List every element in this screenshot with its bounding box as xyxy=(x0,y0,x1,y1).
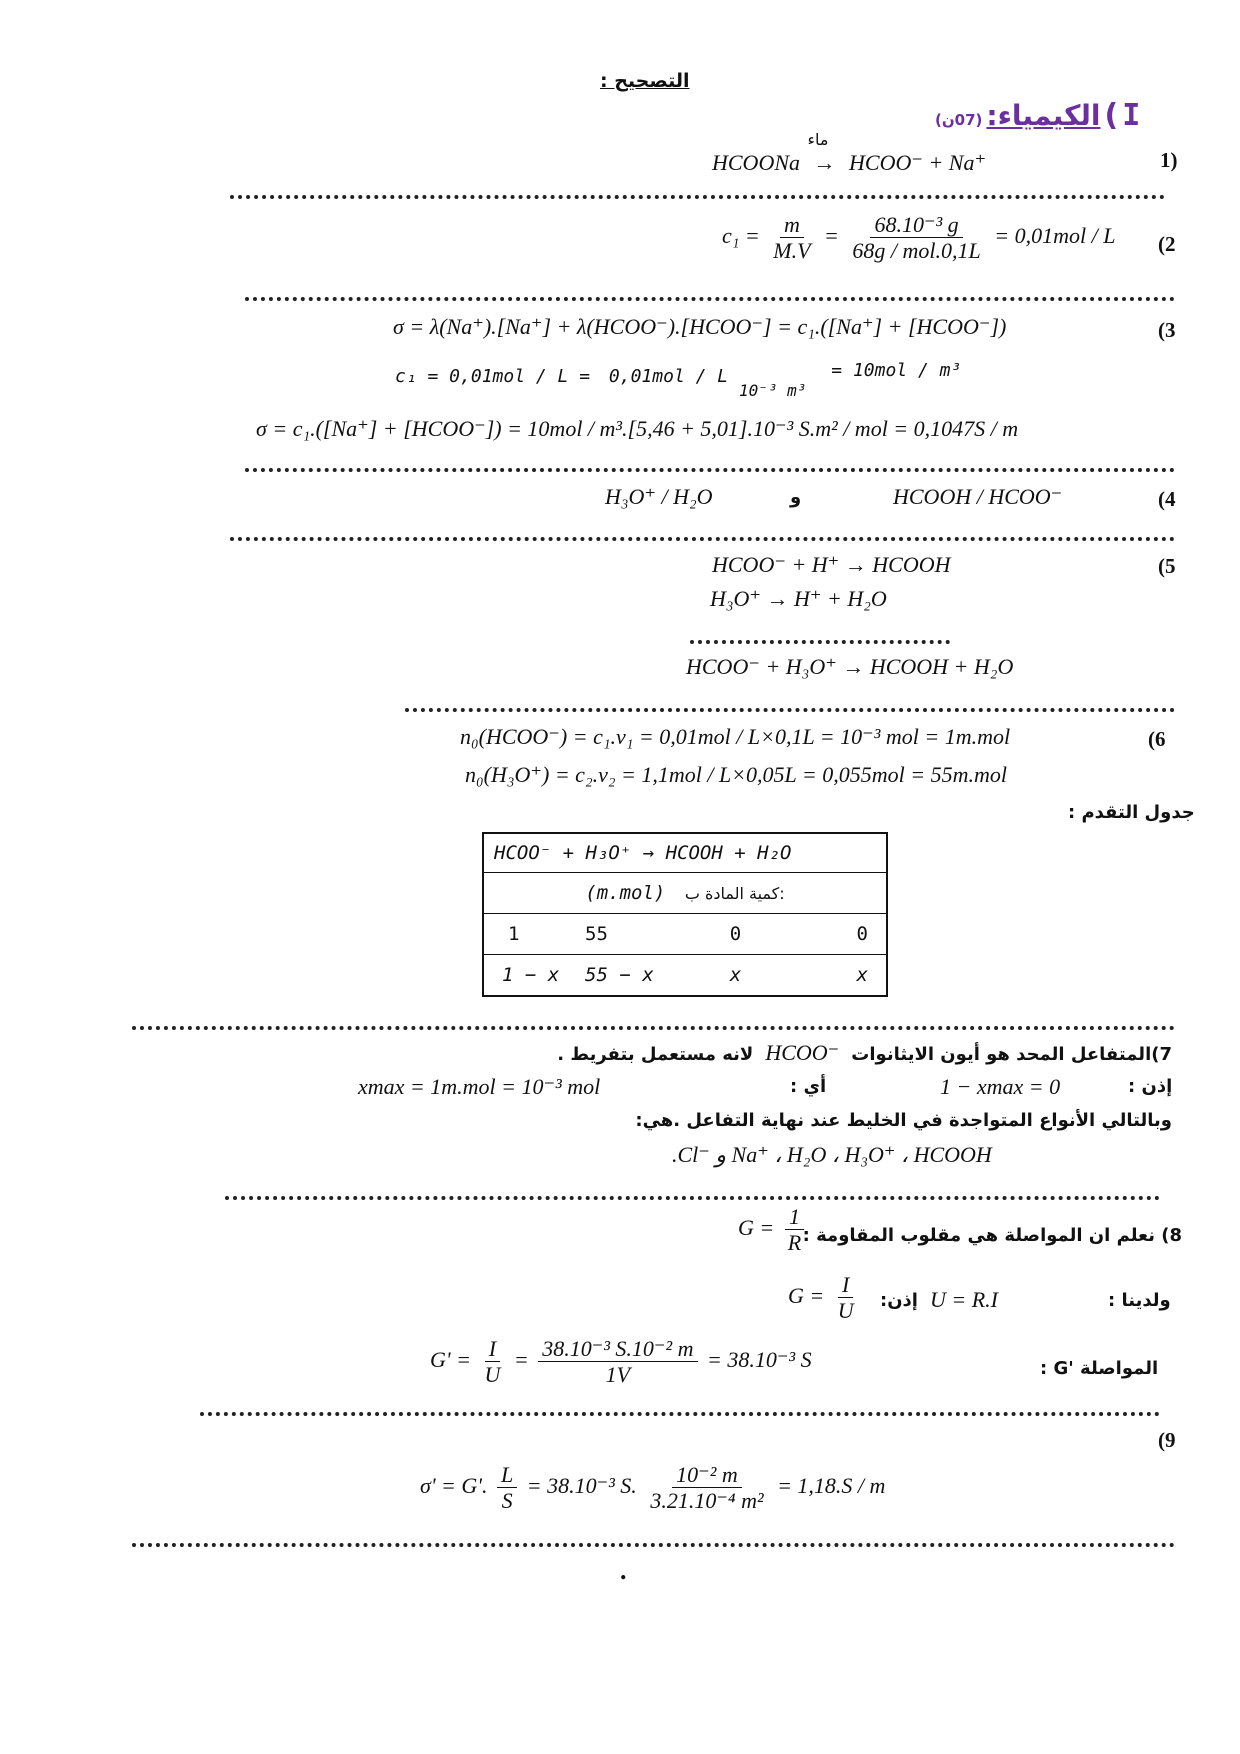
q7-line4: .Cl⁻ و Na⁺ ، H₂O ، H₃O⁺ ، HCOOH xyxy=(672,1142,992,1167)
q2-rhs: = 0,01mol / L xyxy=(994,222,1116,248)
q8-so: إذن: xyxy=(880,1290,918,1311)
q4-and: و xyxy=(790,487,802,508)
q7-line3: وبالتالي الأنواع المتواجدة في الخليط عند نهاية التفاعل .هي: xyxy=(635,1110,1172,1131)
q8-l1-lhs: G = xyxy=(738,1214,775,1240)
q1-eq-left: HCOONa xyxy=(712,150,801,175)
table-equation: HCOO⁻ + H₃O⁺ → HCOOH + H₂O xyxy=(483,833,887,873)
q8-l2-lhs: G = xyxy=(788,1282,825,1308)
q1-label: 1) xyxy=(1160,148,1178,172)
separator xyxy=(245,468,1175,472)
q2-label: (2 xyxy=(1158,232,1176,256)
section-name: الكيمياء: xyxy=(986,99,1101,132)
section-number: I xyxy=(1122,98,1141,133)
q8-line3-eq: G' = $\frac{I}{U}$ = $\frac{\text{38.10⁻³ S.10⁻² m}}{1V}$ = 38.10⁻³ S xyxy=(430,1336,812,1388)
separator xyxy=(245,297,1175,301)
q6-line2: n₀(H₃O⁺) = c₂.v₂ = 1,1mol / L×0,05L = 0,055mol = 55m.mol xyxy=(465,762,1007,787)
table-cell: 1 xyxy=(483,914,584,955)
q9-mid: = 38.10⁻³ S. xyxy=(526,1472,637,1498)
q7-line1 xyxy=(557,1040,1172,1066)
q8-l1-num: 1 xyxy=(785,1204,804,1230)
q1-eq-over: ماء xyxy=(807,130,829,149)
separator xyxy=(132,1543,1175,1547)
q8-ohm: U = R.I xyxy=(930,1287,998,1312)
table-cell: 55 xyxy=(584,914,685,955)
q8-l2-den: U xyxy=(837,1298,854,1324)
q7-eq: 1 − xmax = 0 xyxy=(940,1074,1061,1099)
q8-line1-eq xyxy=(738,1204,809,1256)
q7-l1-b: لانه مستعمل بتفريط . xyxy=(557,1044,754,1065)
q8-line3-label: المواصلة 'G : xyxy=(1040,1358,1159,1379)
table-qty-unit: (m.mol) xyxy=(585,882,666,904)
q3-line2-a: c₁ = 0,01mol / L = xyxy=(395,366,591,387)
q7-ie: أي : xyxy=(790,1076,827,1097)
section-paren: ) xyxy=(1104,98,1119,133)
table-qty-label: كمية المادة ب: xyxy=(684,884,785,903)
q9-f2n: 10⁻² m xyxy=(672,1462,742,1488)
q1-eq-right: HCOO⁻ + Na⁺ xyxy=(849,150,987,175)
q5-label: (5 xyxy=(1158,554,1176,578)
q8-have: ولدينا : xyxy=(1108,1290,1171,1311)
q3-label: (3 xyxy=(1158,318,1176,342)
q2-f2-num: 68.10⁻³ g xyxy=(870,212,962,238)
separator xyxy=(405,708,1175,712)
q3-line1: σ = λ(Na⁺).[Na⁺] + λ(HCOO⁻).[HCOO⁻] = c₁.([Na⁺] + [HCOO⁻]) xyxy=(393,314,1007,339)
table-cell: x xyxy=(685,955,786,997)
q4-couple1: HCOOH / HCOO⁻ xyxy=(893,484,1063,509)
q6-line1: n₀(HCOO⁻) = c₁.v₁ = 0,01mol / L×0,1L = 10⁻³ mol = 1m.mol xyxy=(460,724,1011,749)
q8-line1-text: 8) نعلم ان المواصلة هي مقلوب المقاومة : xyxy=(802,1225,1182,1246)
q8-l3-lhs: G' = xyxy=(430,1346,471,1372)
q1-equation: HCOONa ماء → HCOO⁻ + Na⁺ xyxy=(712,130,987,175)
q9-f2d: 3.21.10⁻⁴ m² xyxy=(650,1488,764,1514)
q4-couple2: H₃O⁺ / H₂O xyxy=(605,484,713,509)
table-quantity-header xyxy=(483,873,887,914)
separator xyxy=(200,1412,1160,1416)
q8-l2-num: I xyxy=(838,1272,853,1298)
q6-label: (6 xyxy=(1148,727,1166,751)
q9-f1n: L xyxy=(497,1462,517,1488)
q2-equation: c₁ = $\frac{m}{M.V}$ = $\frac{\text{68.10⁻³ g}}{\text{68g / mol.0,1L}}$ = 0,01mol / L xyxy=(722,212,1116,264)
q2-f1-num: m xyxy=(780,212,804,238)
q8-l3-f2n: 38.10⁻³ S.10⁻² m xyxy=(538,1336,697,1362)
separator xyxy=(230,537,1175,541)
q2-f2-den: 68g / mol.0,1L xyxy=(852,238,981,264)
separator xyxy=(690,640,950,644)
table-row xyxy=(483,955,887,997)
table-cell: 55 − x xyxy=(584,955,685,997)
separator xyxy=(132,1026,1175,1030)
footer-dot: . xyxy=(620,1556,627,1585)
q3-line2-d: = 10mol / m³ xyxy=(831,360,962,381)
section-points: (07ن) xyxy=(935,111,983,129)
q9-lhs: σ' = G'. xyxy=(420,1472,488,1498)
q9-equation xyxy=(420,1462,885,1514)
table-cell: 0 xyxy=(786,914,887,955)
separator xyxy=(230,195,1165,199)
q9-f1d: S xyxy=(501,1488,513,1514)
q3-line2 xyxy=(395,360,962,400)
q7-l1-ion: HCOO⁻ xyxy=(765,1040,840,1065)
q8-l3-f1n: I xyxy=(485,1336,500,1362)
table-title: جدول التقدم : xyxy=(1068,802,1195,823)
table-cell: x xyxy=(786,955,887,997)
q3-line2-b: 0,01mol / L xyxy=(608,366,729,387)
q2-f1-den: M.V xyxy=(773,238,811,264)
q7-so: إذن : xyxy=(1128,1076,1173,1097)
q8-l3-f1d: U xyxy=(484,1362,501,1388)
table-cell: 0 xyxy=(685,914,786,955)
q9-label: (9 xyxy=(1158,1428,1176,1452)
q4-label: (4 xyxy=(1158,487,1176,511)
q7-l1-a: 7)المتفاعل المحد هو أيون الايثانوات xyxy=(851,1044,1172,1065)
q8-l3-f2d: 1V xyxy=(605,1362,631,1388)
q3-line3: σ = c₁.([Na⁺] + [HCOO⁻]) = 10mol / m³.[5,46 + 5,01].10⁻³ S.m² / mol = 0,1047S / m xyxy=(256,416,1019,441)
q5-line1: HCOO⁻ + H⁺ → HCOOH xyxy=(712,552,951,577)
q8-line2-eq xyxy=(788,1272,862,1324)
page-title: التصحيح : xyxy=(600,70,690,92)
q9-rhs: = 1,18.S / m xyxy=(777,1472,886,1498)
q5-line3: HCOO⁻ + H₃O⁺ → HCOOH + H₂O xyxy=(686,654,1014,679)
q8-l3-rhs: = 38.10⁻³ S xyxy=(707,1346,812,1372)
q2-lhs: c₁ = xyxy=(722,222,760,248)
q7-result: xmax = 1m.mol = 10⁻³ mol xyxy=(358,1074,601,1099)
table-row xyxy=(483,914,887,955)
q5-line2: H₃O⁺ → H⁺ + H₂O xyxy=(710,586,887,611)
progress-table xyxy=(482,832,888,997)
q3-line2-c: 10⁻³ m³ xyxy=(738,381,807,400)
table-cell: 1 − x xyxy=(483,955,584,997)
separator xyxy=(225,1196,1160,1200)
section-title xyxy=(935,98,1140,133)
q8-l1-den: R xyxy=(787,1230,802,1256)
